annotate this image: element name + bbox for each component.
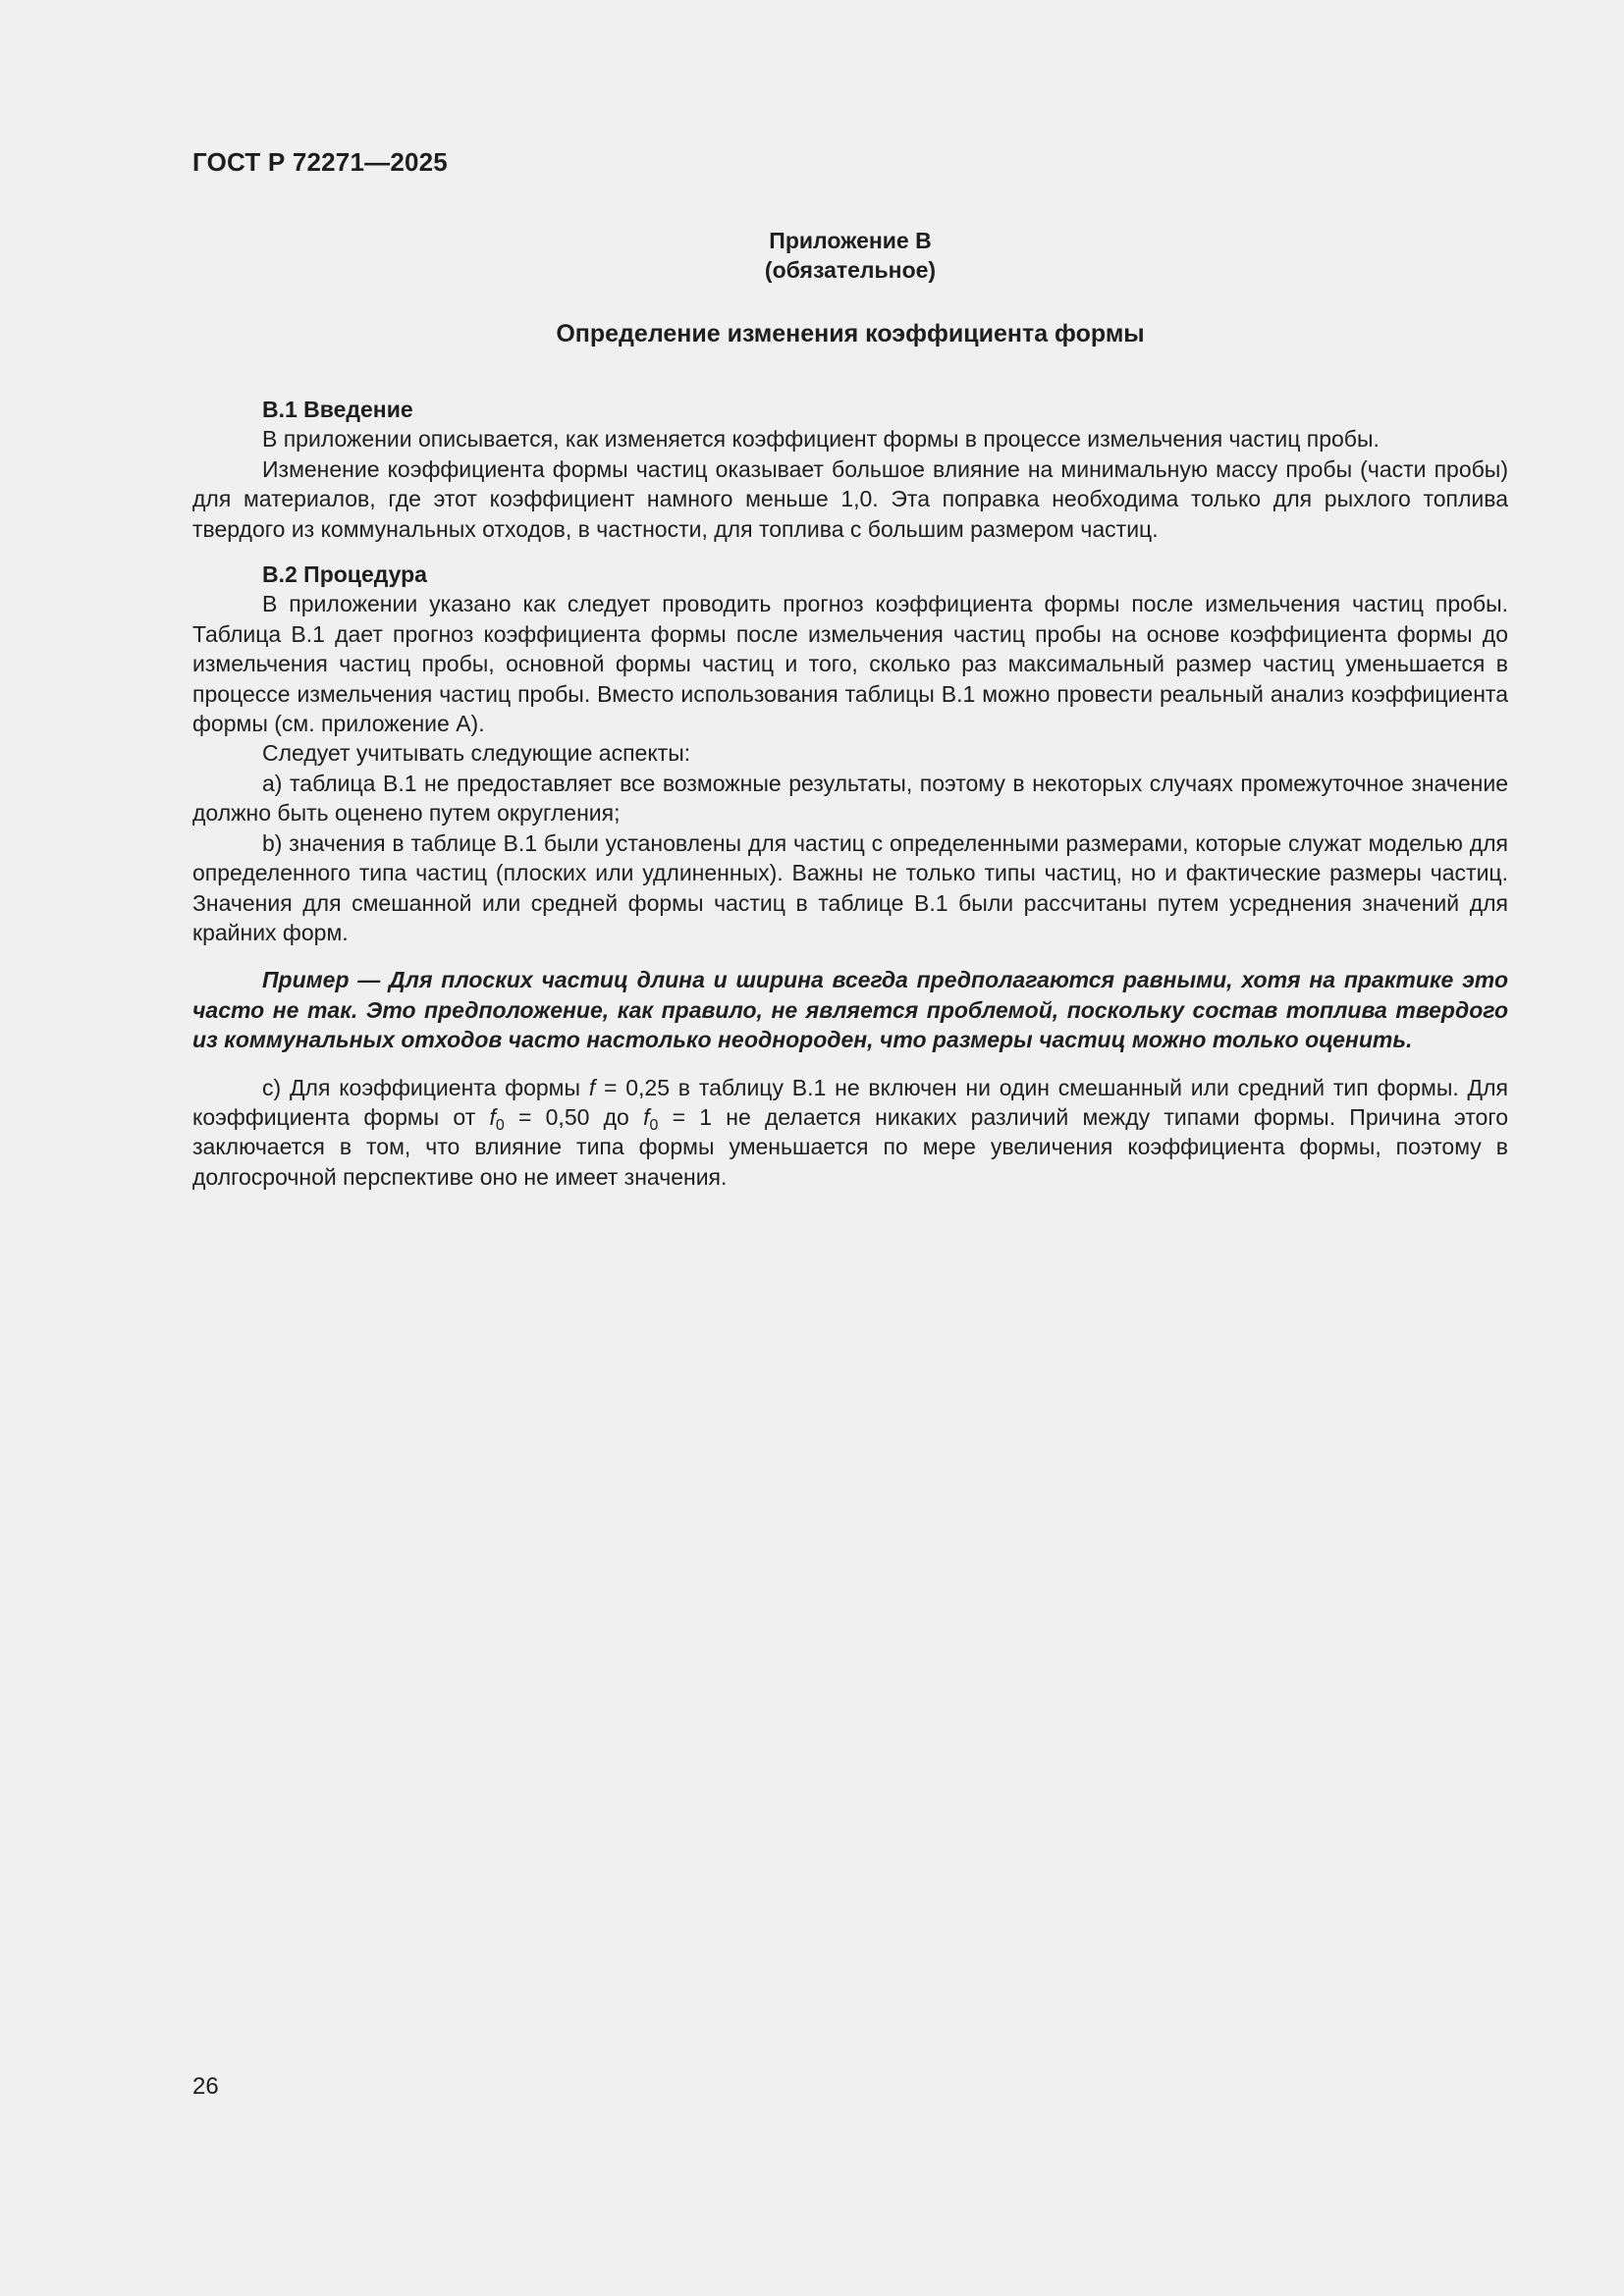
annex-label: Приложение В	[769, 228, 932, 253]
annex-status: (обязательное)	[764, 257, 937, 283]
section-heading-b1: В.1 Введение	[262, 397, 413, 422]
list-item-a: a) таблица В.1 не предоставляет все возможные результаты, поэтому в некоторых случаях промежуточное значение должно быть оценено путем округления;	[192, 770, 1508, 827]
paragraph: В приложении описывается, как изменяется коэффициент формы в процессе измельчения частиц пробы.	[262, 426, 1380, 453]
formula-symbol: f	[489, 1103, 496, 1130]
list-item-b: b) значения в таблице В.1 были установлены для частиц с определенными размерами, которые служат моделью для определенного типа частиц (плоских или удлиненных). Важны не только типы частиц, но и фактические размеры частиц. Значения для смешанной или средней формы частиц в таблице В.1 были рассчитаны путем усреднения значений для крайних форм.	[192, 829, 1508, 945]
list-item-c	[192, 1073, 1508, 1193]
list-item-c-text: = 0,25 в таблицу В.1 не включен ни один смешанный или средний тип формы. Для коэффициента формы от	[192, 1074, 1508, 1130]
standard-id: ГОСТ Р 72271—2025	[192, 147, 448, 177]
section-heading-b2: В.2 Процедура	[262, 561, 427, 588]
page-number: 26	[192, 2073, 219, 2100]
example-note: Пример — Для плоских частиц длина и ширина всегда предполагаются равными, хотя на практике это часто не так. Это предположение, как правило, не является проблемой, поскольку состав топлива твердого из коммунальных отходов часто настолько неоднороден, что размеры частиц можно только оценить.	[192, 967, 1508, 1053]
paragraph: Изменение коэффициента формы частиц оказывает большое влияние на минимальную массу пробы (части пробы) для материалов, где этот коэффициент намного меньше 1,0. Эта поправка необходима только для рыхлого топлива твердого из коммунальных отходов, в частности, для топлива с большим размером частиц.	[192, 455, 1508, 542]
paragraph: В приложении указано как следует проводить прогноз коэффициента формы после измельчения частиц пробы. Таблица В.1 дает прогноз коэффициента формы после измельчения частиц пробы на основе коэффициента формы до измельчения частиц пробы, основной формы частиц и того, сколько раз максимальный размер частиц уменьшается в процессе измельчения частиц пробы. Вместо использования таблицы В.1 можно провести реальный анализ коэффициента формы (см. приложение А).	[192, 591, 1508, 737]
annex-title: Определение изменения коэффициента формы	[556, 320, 1145, 347]
formula-symbol: f	[643, 1103, 650, 1130]
formula-symbol: f	[588, 1074, 596, 1100]
paragraph: Следует учитывать следующие аспекты:	[262, 740, 691, 767]
annex-heading	[192, 226, 1508, 285]
list-item-c-text: c) Для коэффициента формы	[262, 1074, 589, 1100]
list-item-c-text: = 1 не делается никаких различий между типами формы. Причина этого заключается в том, что влияние типа формы уменьшается по мере увеличения коэффициента формы, поэтому в долгосрочной перспективе оно не имеет значения.	[192, 1103, 1509, 1190]
document-body	[192, 395, 1508, 1192]
formula-subscript: 0	[649, 1116, 659, 1134]
list-item-c-text: = 0,50 до	[504, 1103, 644, 1130]
formula-subscript: 0	[495, 1116, 505, 1134]
